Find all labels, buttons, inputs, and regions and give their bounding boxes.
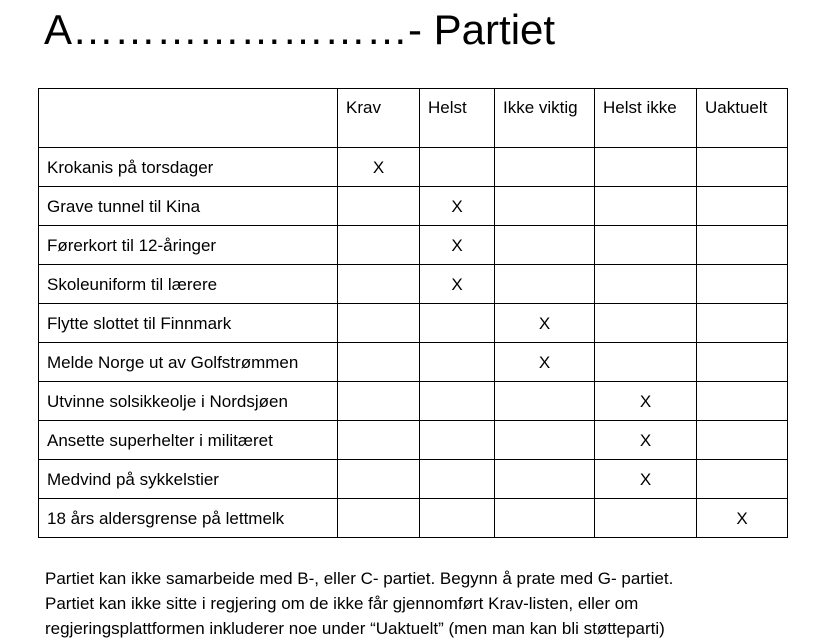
row-label: Grave tunnel til Kina — [39, 187, 338, 226]
mark-cell-helst: X — [420, 187, 495, 226]
table-row — [39, 148, 788, 187]
mark-cell-uaktuelt: X — [697, 499, 788, 538]
table-row — [39, 421, 788, 460]
mark-cell-helst — [420, 499, 495, 538]
mark-cell-krav — [338, 187, 420, 226]
mark-cell-helst — [420, 148, 495, 187]
row-label: Ansette superhelter i militæret — [39, 421, 338, 460]
table-row — [39, 499, 788, 538]
mark-cell-uaktuelt — [697, 265, 788, 304]
footer-line-3: regjeringsplattformen inkluderer noe under “Uaktuelt” (men man kan bli støtteparti) — [45, 619, 665, 638]
column-header-blank — [39, 89, 338, 148]
mark-cell-helst — [420, 460, 495, 499]
mark-cell-uaktuelt — [697, 421, 788, 460]
mark-cell-ikke-viktig — [495, 499, 595, 538]
mark-cell-ikke-viktig — [495, 148, 595, 187]
row-label: Utvinne solsikkeolje i Nordsjøen — [39, 382, 338, 421]
mark-cell-uaktuelt — [697, 304, 788, 343]
mark-cell-krav — [338, 343, 420, 382]
mark-cell-ikke-viktig — [495, 226, 595, 265]
table-row — [39, 343, 788, 382]
mark-cell-uaktuelt — [697, 187, 788, 226]
table-row — [39, 187, 788, 226]
mark-cell-krav — [338, 265, 420, 304]
row-label: Melde Norge ut av Golfstrømmen — [39, 343, 338, 382]
column-header-helst-ikke: Helst ikke — [595, 89, 697, 148]
footer-line-2: Partiet kan ikke sitte i regjering om de ikke får gjennomført Krav-listen, eller om — [45, 594, 639, 613]
mark-cell-krav — [338, 499, 420, 538]
mark-cell-helst-ikke — [595, 499, 697, 538]
row-label: Flytte slottet til Finnmark — [39, 304, 338, 343]
mark-cell-krav — [338, 421, 420, 460]
row-label: Skoleuniform til lærere — [39, 265, 338, 304]
page-title: A……………………- Partiet — [44, 6, 556, 53]
mark-cell-helst-ikke: X — [595, 382, 697, 421]
mark-cell-krav — [338, 382, 420, 421]
mark-cell-ikke-viktig — [495, 265, 595, 304]
mark-cell-ikke-viktig: X — [495, 304, 595, 343]
mark-cell-helst — [420, 343, 495, 382]
mark-cell-ikke-viktig: X — [495, 343, 595, 382]
table-row — [39, 382, 788, 421]
mark-cell-helst-ikke — [595, 148, 697, 187]
row-label: Medvind på sykkelstier — [39, 460, 338, 499]
column-header-uaktuelt: Uaktuelt — [697, 89, 788, 148]
table-row — [39, 226, 788, 265]
column-header-helst: Helst — [420, 89, 495, 148]
column-header-ikke-viktig: Ikke viktig — [495, 89, 595, 148]
mark-cell-helst — [420, 421, 495, 460]
mark-cell-helst-ikke: X — [595, 421, 697, 460]
table-header-row — [39, 89, 788, 148]
row-label: Krokanis på torsdager — [39, 148, 338, 187]
mark-cell-ikke-viktig — [495, 421, 595, 460]
mark-cell-ikke-viktig — [495, 382, 595, 421]
mark-cell-ikke-viktig — [495, 187, 595, 226]
footer-line-1: Partiet kan ikke samarbeide med B-, eller C- partiet. Begynn å prate med G- partiet. — [45, 569, 674, 588]
mark-cell-helst-ikke — [595, 304, 697, 343]
mark-cell-uaktuelt — [697, 226, 788, 265]
mark-cell-helst: X — [420, 265, 495, 304]
table-row — [39, 265, 788, 304]
mark-cell-uaktuelt — [697, 460, 788, 499]
mark-cell-helst-ikke — [595, 265, 697, 304]
footer-notes — [45, 566, 805, 641]
row-label: 18 års aldersgrense på lettmelk — [39, 499, 338, 538]
mark-cell-uaktuelt — [697, 343, 788, 382]
priority-table — [38, 88, 788, 538]
mark-cell-helst-ikke: X — [595, 460, 697, 499]
mark-cell-helst — [420, 304, 495, 343]
mark-cell-helst-ikke — [595, 187, 697, 226]
mark-cell-krav — [338, 226, 420, 265]
mark-cell-helst — [420, 382, 495, 421]
mark-cell-krav — [338, 460, 420, 499]
mark-cell-helst: X — [420, 226, 495, 265]
table-row — [39, 460, 788, 499]
mark-cell-krav — [338, 304, 420, 343]
row-label: Førerkort til 12-åringer — [39, 226, 338, 265]
mark-cell-helst-ikke — [595, 343, 697, 382]
column-header-krav: Krav — [338, 89, 420, 148]
mark-cell-helst-ikke — [595, 226, 697, 265]
mark-cell-ikke-viktig — [495, 460, 595, 499]
mark-cell-uaktuelt — [697, 382, 788, 421]
mark-cell-krav: X — [338, 148, 420, 187]
mark-cell-uaktuelt — [697, 148, 788, 187]
table-row — [39, 304, 788, 343]
